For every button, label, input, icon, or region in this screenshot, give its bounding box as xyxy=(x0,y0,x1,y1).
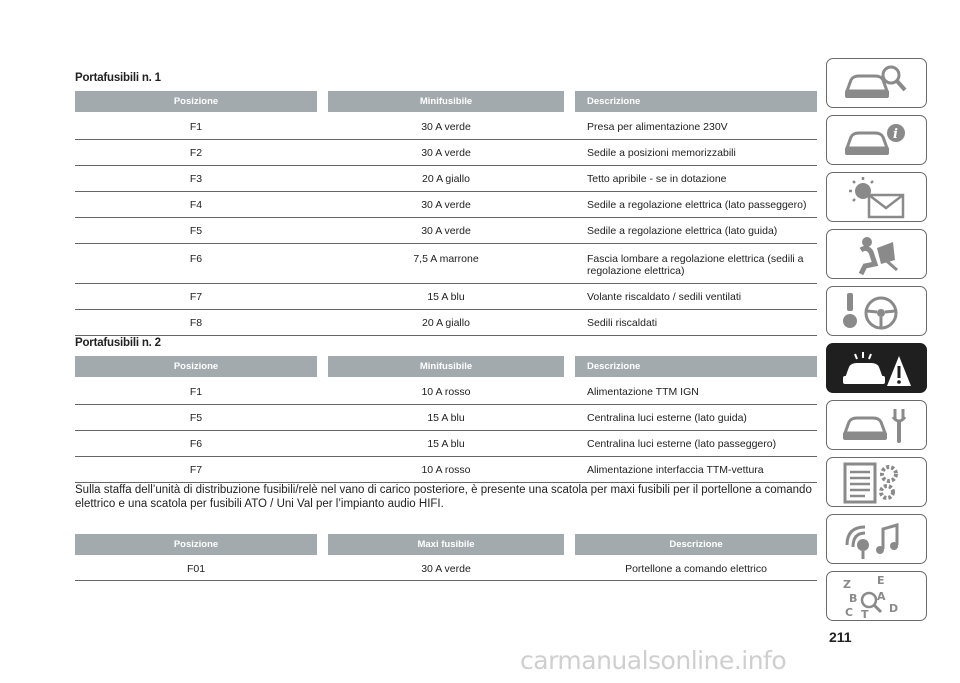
table-row xyxy=(75,310,817,336)
svg-text:i: i xyxy=(893,127,898,142)
fuse-table-3 xyxy=(75,534,817,581)
airbag-seat-icon xyxy=(841,234,913,276)
cell-description: Tetto apribile - se in dotazione xyxy=(575,166,817,192)
column-header-description: Descrizione xyxy=(575,534,817,557)
car-search-icon xyxy=(841,63,913,105)
cell-description: Sedile a regolazione elettrica (lato passeggero) xyxy=(575,192,817,218)
table-row xyxy=(75,457,817,483)
tab-car-overview[interactable] xyxy=(826,58,927,108)
multimedia-music-icon xyxy=(841,519,913,561)
cell-fuse: 15 A blu xyxy=(328,284,564,310)
svg-text:B: B xyxy=(849,592,858,605)
table-row xyxy=(75,244,817,284)
cell-position: F1 xyxy=(75,379,317,405)
cell-position: F2 xyxy=(75,140,317,166)
section-title-fuse-box-2: Portafusibili n. 2 xyxy=(75,337,161,349)
cell-position: F7 xyxy=(75,457,317,483)
svg-text:T: T xyxy=(861,608,869,618)
cell-fuse: 30 A verde xyxy=(328,192,564,218)
maxi-fuse-paragraph: Sulla staffa dell’unità di distribuzione fusibili/relè nel vano di carico posteriore, è presente una scatola per maxi fusibili per il portellone a comando elettrico e una scatola per fusibili ATO / Uni Val per l’impianto audio HIFI. xyxy=(75,484,812,510)
table-row xyxy=(75,431,817,457)
column-header-fuse: Maxi fusibile xyxy=(328,534,564,557)
table-row xyxy=(75,166,817,192)
cell-fuse: 30 A verde xyxy=(328,557,564,581)
cell-fuse: 20 A giallo xyxy=(328,166,564,192)
svg-text:A: A xyxy=(877,590,886,603)
tab-technical-data[interactable] xyxy=(826,457,927,507)
car-wrench-icon xyxy=(841,405,913,447)
tab-emergency[interactable] xyxy=(826,343,927,393)
cell-position: F6 xyxy=(75,244,317,284)
cell-description: Alimentazione TTM IGN xyxy=(575,379,817,405)
cell-position: F1 xyxy=(75,114,317,140)
cell-position: F01 xyxy=(75,557,317,581)
cell-fuse: 15 A blu xyxy=(328,431,564,457)
cell-description: Sedili riscaldati xyxy=(575,310,817,336)
table-row xyxy=(75,192,817,218)
tab-car-info[interactable] xyxy=(826,115,927,165)
table-row xyxy=(75,557,817,581)
table-row xyxy=(75,114,817,140)
tab-index[interactable] xyxy=(826,571,927,621)
column-header-fuse: Minifusibile xyxy=(328,91,564,114)
cell-description: Sedile a regolazione elettrica (lato guida) xyxy=(575,218,817,244)
car-emergency-icon xyxy=(841,348,913,390)
tab-maintenance[interactable] xyxy=(826,400,927,450)
watermark: carmanualsonline.info xyxy=(520,646,787,675)
section-title-fuse-box-1: Portafusibili n. 1 xyxy=(75,72,161,84)
table-row xyxy=(75,284,817,310)
page-number: 211 xyxy=(829,629,852,645)
car-info-icon xyxy=(841,120,913,162)
cell-description: Presa per alimentazione 230V xyxy=(575,114,817,140)
column-header-description: Descrizione xyxy=(575,356,817,379)
cell-position: F4 xyxy=(75,192,317,218)
tab-starting-driving[interactable] xyxy=(826,286,927,336)
column-header-position: Posizione xyxy=(75,356,317,379)
cell-description: Centralina luci esterne (lato guida) xyxy=(575,405,817,431)
column-header-position: Posizione xyxy=(75,534,317,557)
steering-wheel-key-icon xyxy=(841,291,913,333)
cell-fuse: 30 A verde xyxy=(328,114,564,140)
cell-description: Alimentazione interfaccia TTM-vettura xyxy=(575,457,817,483)
cell-position: F8 xyxy=(75,310,317,336)
cell-description: Volante riscaldato / sedili ventilati xyxy=(575,284,817,310)
tab-warning-lights[interactable] xyxy=(826,172,927,222)
svg-text:C: C xyxy=(845,606,854,618)
cell-fuse: 20 A giallo xyxy=(328,310,564,336)
cell-description: Fascia lombare a regolazione elettrica (sedili a regolazione elettrica) xyxy=(575,244,817,284)
svg-text:E: E xyxy=(877,576,885,587)
cell-fuse: 30 A verde xyxy=(328,218,564,244)
fuse-table-2 xyxy=(75,356,817,483)
table-row xyxy=(75,405,817,431)
table-row xyxy=(75,140,817,166)
svg-text:D: D xyxy=(889,602,899,615)
cell-fuse: 10 A rosso xyxy=(328,457,564,483)
column-header-position: Posizione xyxy=(75,91,317,114)
table-row xyxy=(75,379,817,405)
svg-text:Z: Z xyxy=(843,578,851,591)
cell-position: F3 xyxy=(75,166,317,192)
cell-position: F6 xyxy=(75,431,317,457)
cell-fuse: 15 A blu xyxy=(328,405,564,431)
cell-description: Centralina luci esterne (lato passeggero) xyxy=(575,431,817,457)
cell-fuse: 30 A verde xyxy=(328,140,564,166)
alphabetical-index-icon xyxy=(841,576,913,618)
cell-position: F7 xyxy=(75,284,317,310)
warning-light-message-icon xyxy=(841,177,913,219)
tab-safety[interactable] xyxy=(826,229,927,279)
specifications-gear-icon xyxy=(841,462,913,504)
cell-fuse: 7,5 A marrone xyxy=(328,244,564,284)
cell-position: F5 xyxy=(75,218,317,244)
cell-description: Sedile a posizioni memorizzabili xyxy=(575,140,817,166)
cell-position: F5 xyxy=(75,405,317,431)
table-row xyxy=(75,218,817,244)
column-header-fuse: Minifusibile xyxy=(328,356,564,379)
tab-multimedia[interactable] xyxy=(826,514,927,564)
cell-description: Portellone a comando elettrico xyxy=(575,557,817,581)
cell-fuse: 10 A rosso xyxy=(328,379,564,405)
column-header-description: Descrizione xyxy=(575,91,817,114)
fuse-table-1 xyxy=(75,91,817,336)
